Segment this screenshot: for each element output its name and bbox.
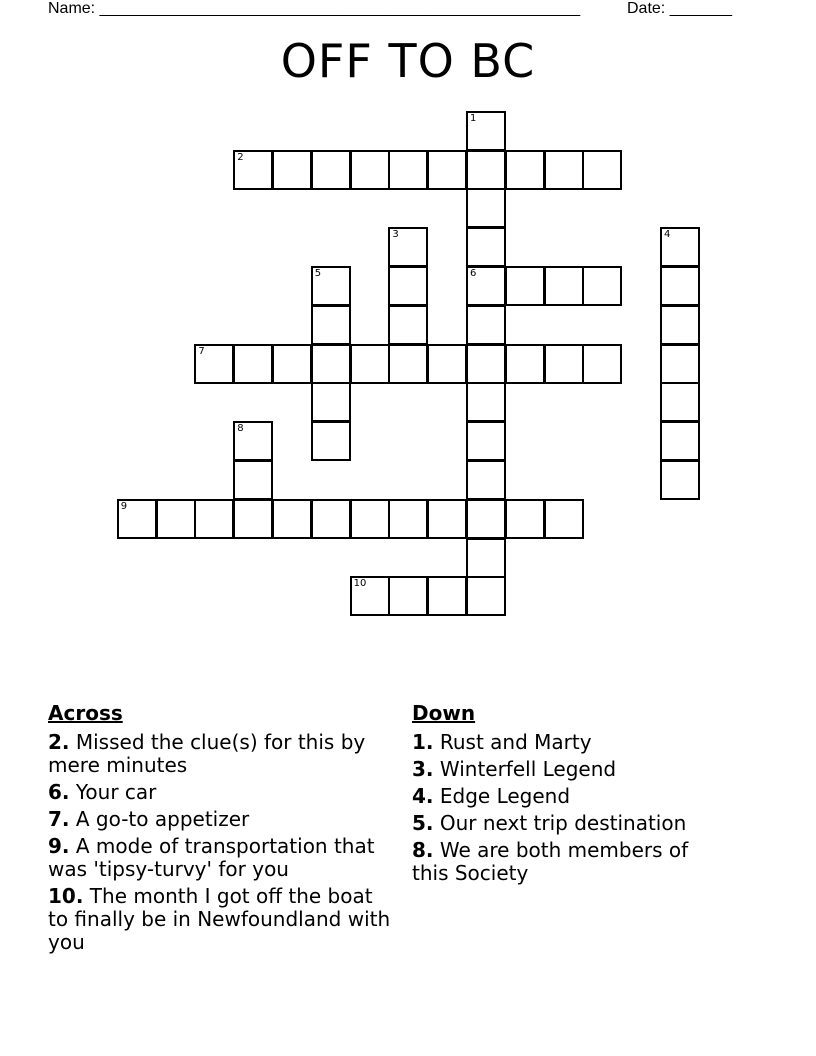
grid-cell[interactable] bbox=[388, 266, 428, 306]
clue-number-label: 3 bbox=[392, 229, 399, 241]
down-clue bbox=[412, 731, 712, 754]
grid-cell[interactable] bbox=[466, 150, 506, 190]
clue-number: 8. bbox=[412, 838, 434, 862]
clue-number-label: 10 bbox=[353, 578, 367, 590]
grid-cell[interactable] bbox=[466, 499, 506, 539]
across-clues bbox=[48, 702, 398, 958]
grid-cell[interactable] bbox=[544, 266, 584, 306]
grid-cell[interactable] bbox=[311, 344, 351, 384]
grid-cell[interactable] bbox=[427, 576, 467, 616]
across-clue bbox=[48, 808, 398, 831]
grid-cell[interactable] bbox=[233, 421, 273, 461]
grid-cell[interactable] bbox=[544, 499, 584, 539]
grid-cell[interactable] bbox=[272, 344, 312, 384]
clue-text: The month I got off the boat to finally be in Newfoundland with you bbox=[48, 884, 391, 954]
grid-cell[interactable] bbox=[388, 499, 428, 539]
clue-number: 5. bbox=[412, 811, 434, 835]
grid-cell[interactable] bbox=[311, 305, 351, 345]
grid-cell[interactable] bbox=[466, 227, 506, 267]
grid-cell[interactable] bbox=[117, 499, 157, 539]
grid-cell[interactable] bbox=[466, 266, 506, 306]
header bbox=[48, 0, 748, 20]
grid-cell[interactable] bbox=[388, 576, 428, 616]
clue-text: Our next trip destination bbox=[433, 811, 687, 835]
clue-number-label: 6 bbox=[470, 268, 477, 279]
grid-cell[interactable] bbox=[233, 150, 273, 190]
clue-number-label: 9 bbox=[120, 500, 128, 512]
grid-cell[interactable] bbox=[544, 344, 584, 384]
date-field-label[interactable]: Date: _______ bbox=[627, 0, 732, 17]
grid-cell[interactable] bbox=[272, 499, 312, 539]
grid-cell[interactable] bbox=[660, 227, 700, 267]
clue-number-label: 1 bbox=[470, 112, 477, 124]
across-clue bbox=[48, 835, 398, 881]
grid-cell[interactable] bbox=[311, 266, 351, 306]
clue-text: A mode of transportation that was 'tipsy-turvy' for you bbox=[48, 834, 375, 881]
clue-text: Your car bbox=[69, 780, 157, 804]
grid-cell[interactable] bbox=[388, 344, 428, 384]
grid-cell[interactable] bbox=[427, 499, 467, 539]
grid-cell[interactable] bbox=[505, 344, 545, 384]
clue-number: 4. bbox=[412, 784, 434, 808]
grid-cell[interactable] bbox=[427, 150, 467, 190]
grid-cell[interactable] bbox=[350, 576, 390, 616]
clue-text: Edge Legend bbox=[433, 784, 571, 808]
grid-cell[interactable] bbox=[660, 305, 700, 345]
grid-cell[interactable] bbox=[505, 499, 545, 539]
puzzle-title: OFF TO BC bbox=[280, 34, 536, 88]
grid-cell[interactable] bbox=[582, 344, 622, 384]
down-clues bbox=[412, 702, 712, 889]
grid-cell[interactable] bbox=[466, 188, 506, 228]
grid-cell[interactable] bbox=[466, 421, 506, 461]
grid-cell[interactable] bbox=[466, 576, 506, 616]
clue-number: 6. bbox=[48, 780, 70, 804]
grid-cell[interactable] bbox=[660, 382, 700, 422]
grid-cell[interactable] bbox=[311, 382, 351, 422]
clue-number: 2. bbox=[48, 730, 70, 754]
grid-cell[interactable] bbox=[544, 150, 584, 190]
clue-number: 9. bbox=[48, 834, 70, 858]
grid-cell[interactable] bbox=[582, 266, 622, 306]
grid-cell[interactable] bbox=[660, 421, 700, 461]
grid-cell[interactable] bbox=[466, 460, 506, 500]
down-clue bbox=[412, 758, 712, 781]
grid-cell[interactable] bbox=[233, 460, 273, 500]
clue-number-label: 2 bbox=[237, 151, 244, 163]
clue-number-label: 5 bbox=[314, 268, 322, 279]
grid-cell[interactable] bbox=[194, 344, 234, 384]
clue-number-label: 8 bbox=[237, 423, 244, 435]
clue-number: 10. bbox=[48, 884, 84, 908]
down-clue bbox=[412, 839, 712, 885]
clue-number-label: 4 bbox=[664, 229, 671, 241]
across-clue bbox=[48, 885, 398, 954]
grid-cell[interactable] bbox=[388, 305, 428, 345]
grid-cell[interactable] bbox=[272, 150, 312, 190]
clue-number-label: 7 bbox=[198, 345, 205, 357]
grid-cell[interactable] bbox=[466, 344, 506, 384]
name-field-label[interactable]: Name: ______________________________________________________ bbox=[48, 0, 581, 17]
grid-cell[interactable] bbox=[156, 499, 196, 539]
grid-cell[interactable] bbox=[350, 150, 390, 190]
grid-cell[interactable] bbox=[466, 111, 506, 151]
clue-number: 1. bbox=[412, 730, 434, 754]
grid-cell[interactable] bbox=[311, 499, 351, 539]
grid-cell[interactable] bbox=[311, 150, 351, 190]
grid-cell[interactable] bbox=[582, 150, 622, 190]
clue-text: Missed the clue(s) for this by mere minutes bbox=[48, 730, 366, 777]
grid-cell[interactable] bbox=[660, 344, 700, 384]
grid-cell[interactable] bbox=[388, 150, 428, 190]
down-heading: Down bbox=[412, 701, 476, 725]
grid-cell[interactable] bbox=[233, 344, 273, 384]
clue-text: Winterfell Legend bbox=[433, 757, 617, 781]
grid-cell[interactable] bbox=[194, 499, 234, 539]
grid-cell[interactable] bbox=[233, 499, 273, 539]
grid-cell[interactable] bbox=[505, 266, 545, 306]
down-clue bbox=[412, 812, 712, 835]
clue-number: 3. bbox=[412, 757, 434, 781]
grid-cell[interactable] bbox=[505, 150, 545, 190]
across-heading: Across bbox=[48, 701, 123, 725]
clue-text: A go-to appetizer bbox=[69, 807, 250, 831]
grid-cell[interactable] bbox=[388, 227, 428, 267]
grid-cell[interactable] bbox=[350, 499, 390, 539]
grid-cell[interactable] bbox=[466, 305, 506, 345]
clue-number: 7. bbox=[48, 807, 70, 831]
grid-cell[interactable] bbox=[427, 344, 467, 384]
clue-text: We are both members of this Society bbox=[412, 838, 689, 885]
clue-text: Rust and Marty bbox=[433, 730, 592, 754]
grid-cell[interactable] bbox=[660, 266, 700, 306]
grid-cell[interactable] bbox=[660, 460, 700, 500]
grid-cell[interactable] bbox=[311, 421, 351, 461]
grid-cell[interactable] bbox=[350, 344, 390, 384]
down-clue bbox=[412, 785, 712, 808]
grid-cell[interactable] bbox=[466, 538, 506, 578]
grid-cell[interactable] bbox=[466, 382, 506, 422]
across-clue bbox=[48, 781, 398, 804]
across-clue bbox=[48, 731, 398, 777]
